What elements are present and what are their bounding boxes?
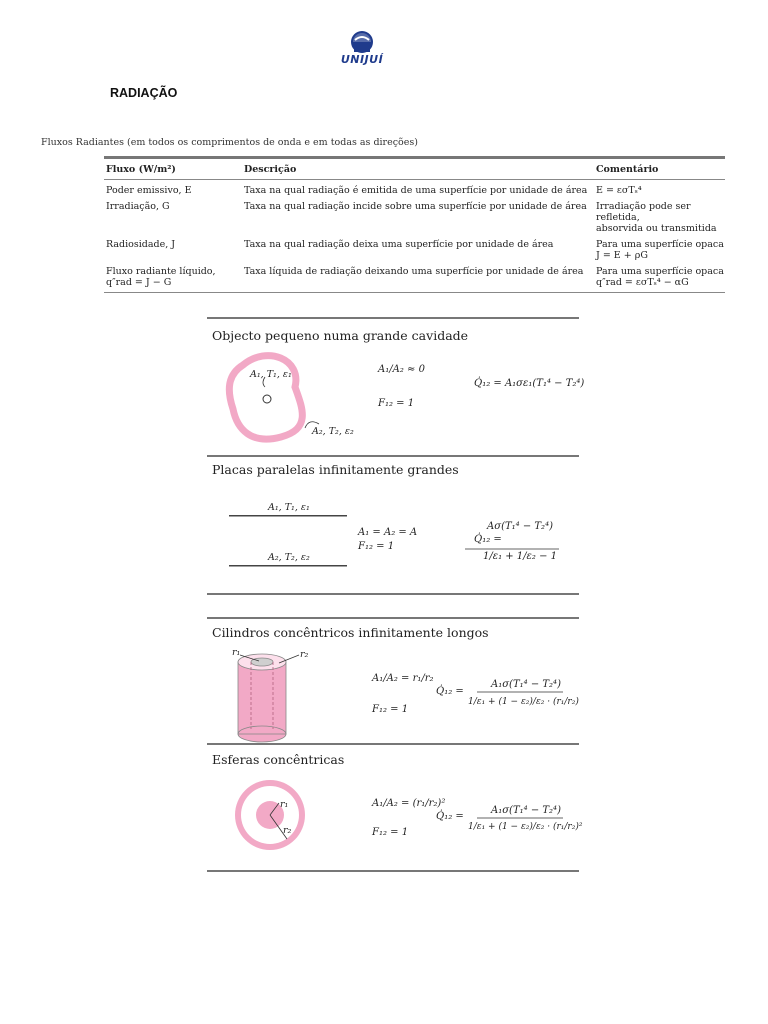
inner-surface-label: A₁, T₁, ε₁ — [250, 369, 292, 380]
radius-1-label: r₁ — [280, 799, 289, 810]
cell-descricao: Taxa líquida de radiação deixando uma superfície por unidade de área — [244, 266, 584, 277]
bottom-plate-label: A₂, T₂, ε₂ — [268, 552, 310, 563]
table-row — [104, 180, 725, 199]
page-title: RADIAÇÃO — [110, 86, 178, 100]
radius-2-label: r₂ — [300, 649, 309, 660]
panel-title: Esferas concêntricas — [212, 752, 345, 767]
heat-formula-numerator: A₁σ(T₁⁴ − T₂⁴) — [491, 679, 561, 690]
view-factor: F₁₂ = 1 — [372, 704, 409, 715]
table-row — [104, 237, 725, 264]
cell-comentario: absorvida ou transmitida — [596, 223, 717, 234]
heat-formula-denominator: 1/ε₁ + (1 − ε₂)/ε₂ · (r₁/r₂)² — [468, 822, 583, 832]
plate-bottom — [229, 565, 347, 567]
view-factor: F₁₂ = 1 — [372, 827, 409, 838]
panel-title: Placas paralelas infinitamente grandes — [212, 462, 459, 477]
header-comentario: Comentário — [596, 164, 659, 175]
heat-formula-lhs: Q̇₁₂ = — [474, 534, 502, 545]
cell-fluxo: Radiosidade, J — [106, 239, 176, 250]
outer-surface-label: A₂, T₂, ε₂ — [312, 426, 354, 437]
panel-title: Objecto pequeno numa grande cavidade — [212, 328, 469, 343]
header-descricao: Descrição — [244, 164, 297, 175]
cell-fluxo: Poder emissivo, E — [106, 185, 192, 196]
heat-formula-denominator: 1/ε₁ + 1/ε₂ − 1 — [482, 551, 558, 562]
table-row — [104, 199, 725, 237]
panel-rule — [207, 743, 579, 745]
view-factor: F₁₂ = 1 — [378, 398, 415, 409]
area-ratio: A₁ = A₂ = A — [358, 527, 418, 538]
heat-formula-numerator: A₁σ(T₁⁴ − T₂⁴) — [491, 805, 561, 816]
plate-top — [229, 515, 347, 517]
heat-formula-lhs: Q̇₁₂ = — [436, 686, 464, 697]
heat-formula-numerator: Aσ(T₁⁴ − T₂⁴) — [487, 521, 553, 532]
table-header-row — [104, 159, 725, 179]
panel-rule — [207, 617, 579, 619]
heat-formula-denominator: 1/ε₁ + (1 − ε₂)/ε₂ · (r₁/r₂) — [468, 697, 579, 707]
cell-comentario: q″rad = εσTₛ⁴ − αG — [596, 277, 689, 288]
radiant-flux-table — [104, 156, 725, 293]
panel-title: Cilindros concêntricos infinitamente longos — [212, 625, 489, 640]
cell-fluxo: Irradiação, G — [106, 201, 170, 212]
cell-comentario: E = εσTₛ⁴ — [596, 185, 642, 196]
cell-descricao: Taxa na qual radiação incide sobre uma superfície por unidade de área — [244, 201, 587, 212]
cell-fluxo: q″rad = J − G — [106, 277, 172, 288]
cell-fluxo: Fluxo radiante líquido, — [106, 266, 216, 277]
radius-1-label: r₁ — [232, 647, 241, 658]
logo-wordmark: UNIJUÍ — [340, 53, 384, 66]
radius-2-label: r₂ — [283, 825, 292, 836]
cell-comentario: Irradiação pode ser refletida, — [596, 201, 691, 223]
cell-descricao: Taxa na qual radiação deixa uma superfície por unidade de área — [244, 239, 554, 250]
area-ratio: A₁/A₂ ≈ 0 — [378, 364, 425, 375]
top-plate-label: A₁, T₁, ε₁ — [268, 502, 310, 513]
cell-descricao: Taxa na qual radiação é emitida de uma superfície por unidade de área — [244, 185, 588, 196]
panel-rule — [207, 317, 579, 319]
cylinder-body — [238, 662, 286, 734]
panel-rule — [207, 455, 579, 457]
heat-formula: Q̇₁₂ = A₁σε₁(T₁⁴ − T₂⁴) — [474, 378, 585, 389]
area-ratio: A₁/A₂ = r₁/r₂ — [372, 673, 434, 684]
panel-rule — [207, 870, 579, 872]
table-caption: Fluxos Radiantes (em todos os comprimentos de onda e em todas as direções) — [41, 137, 418, 148]
heat-formula-lhs: Q̇₁₂ = — [436, 811, 464, 822]
table-bottom-rule — [104, 292, 725, 293]
view-factor: F₁₂ = 1 — [358, 541, 395, 552]
cell-comentario: Para uma superfície opaca — [596, 266, 724, 277]
table-row — [104, 264, 725, 292]
cell-comentario: Para uma superfície opaca — [596, 239, 724, 250]
area-ratio: A₁/A₂ = (r₁/r₂)² — [372, 798, 446, 809]
header-fluxo: Fluxo (W/m²) — [106, 164, 176, 175]
small-object — [263, 395, 271, 403]
cell-comentario: J = E + ρG — [596, 250, 648, 261]
panel-rule — [207, 593, 579, 595]
